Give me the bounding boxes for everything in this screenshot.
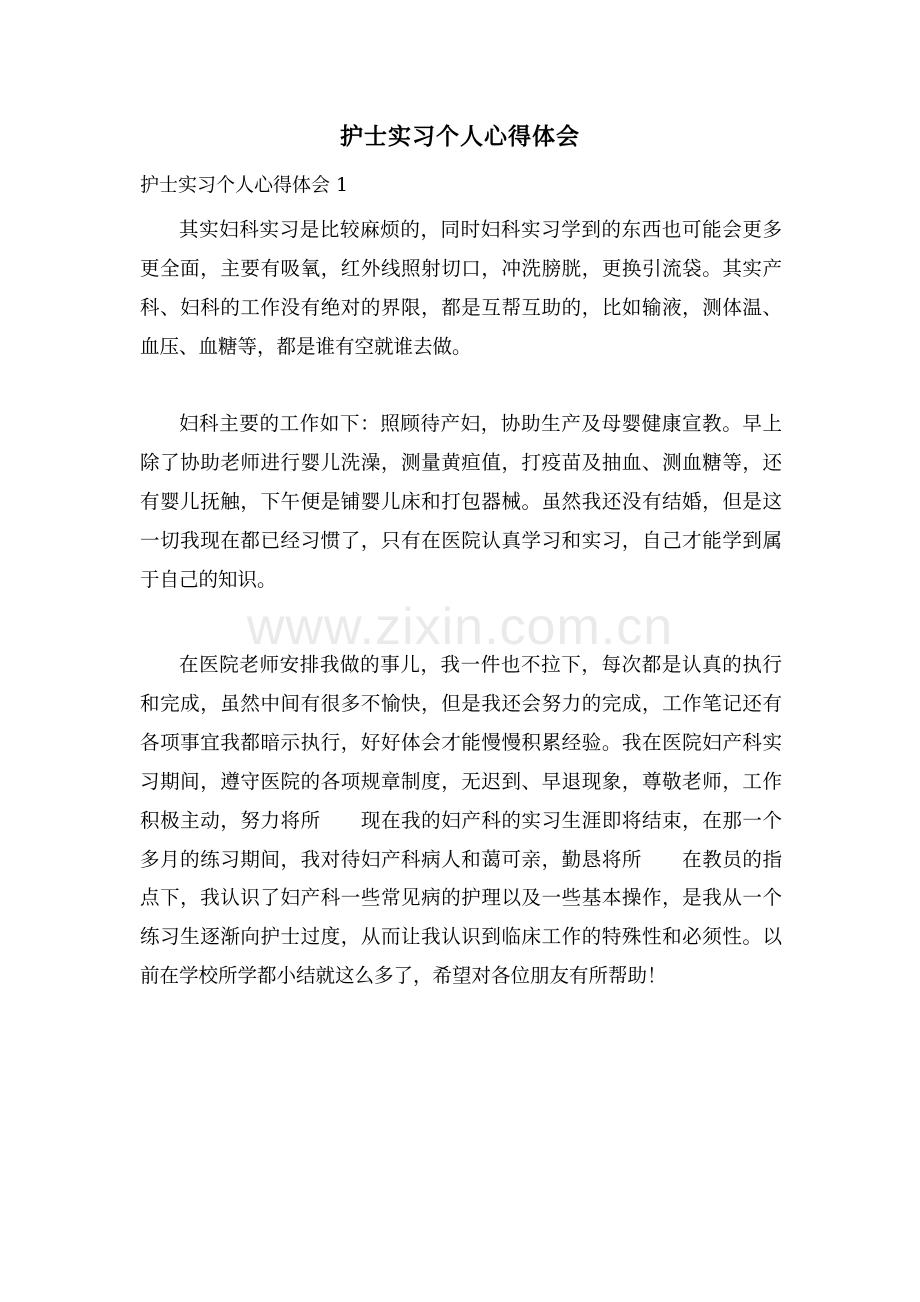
watermark: www.zixin.com.cn — [246, 598, 674, 656]
paragraph-1: 其实妇科实习是比较麻烦的，同时妇科实习学到的东西也可能会更多更全面，主要有吸氧，红外线照射切口，冲洗膀胱，更换引流袋。其实产科、妇科的工作没有绝对的界限，都是互帮互助的，比如输液，测体温、血压、血糖等，都是谁有空就谁去做。 — [140, 218, 782, 358]
paragraph-2: 妇科主要的工作如下：照顾待产妇，协助生产及母婴健康宣教。早上除了协助老师进行婴儿洗澡，测量黄疸值，打疫苗及抽血、测血糖等，还有婴儿抚触，下午便是铺婴儿床和打包器械。虽然我还没有结婚，但是这一切我现在都已经习惯了，只有在医院认真学习和实习，自己才能学到属于自己的知识。 — [140, 412, 782, 591]
document-title: 护士实习个人心得体会 — [340, 123, 580, 150]
paragraph-3: 在医院老师安排我做的事儿，我一件也不拉下，每次都是认真的执行和完成，虽然中间有很多不愉快，但是我还会努力的完成，工作笔记还有各项事宜我都暗示执行，好好体会才能慢慢积累经验。我在医院妇产科实习期间，遵守医院的各项规章制度，无迟到、早退现象，尊敬老师，工作积极主动，努力将所 现在我的妇产科的实习生涯即将结束，在那一个多月的练习期间，我对待妇产科病人和蔼可亲，勤恳将所 在教员的指点下，我认识了妇产科一些常见病的护理以及一些基本操作，是我从一个练习生逐渐向护士过度，从而让我认识到临床工作的特殊性和必须性。以前在学校所学都小结就这么多了，希望对各位朋友有所帮助！ — [140, 653, 782, 988]
section-heading: 护士实习个人心得体会 1 — [140, 174, 349, 196]
